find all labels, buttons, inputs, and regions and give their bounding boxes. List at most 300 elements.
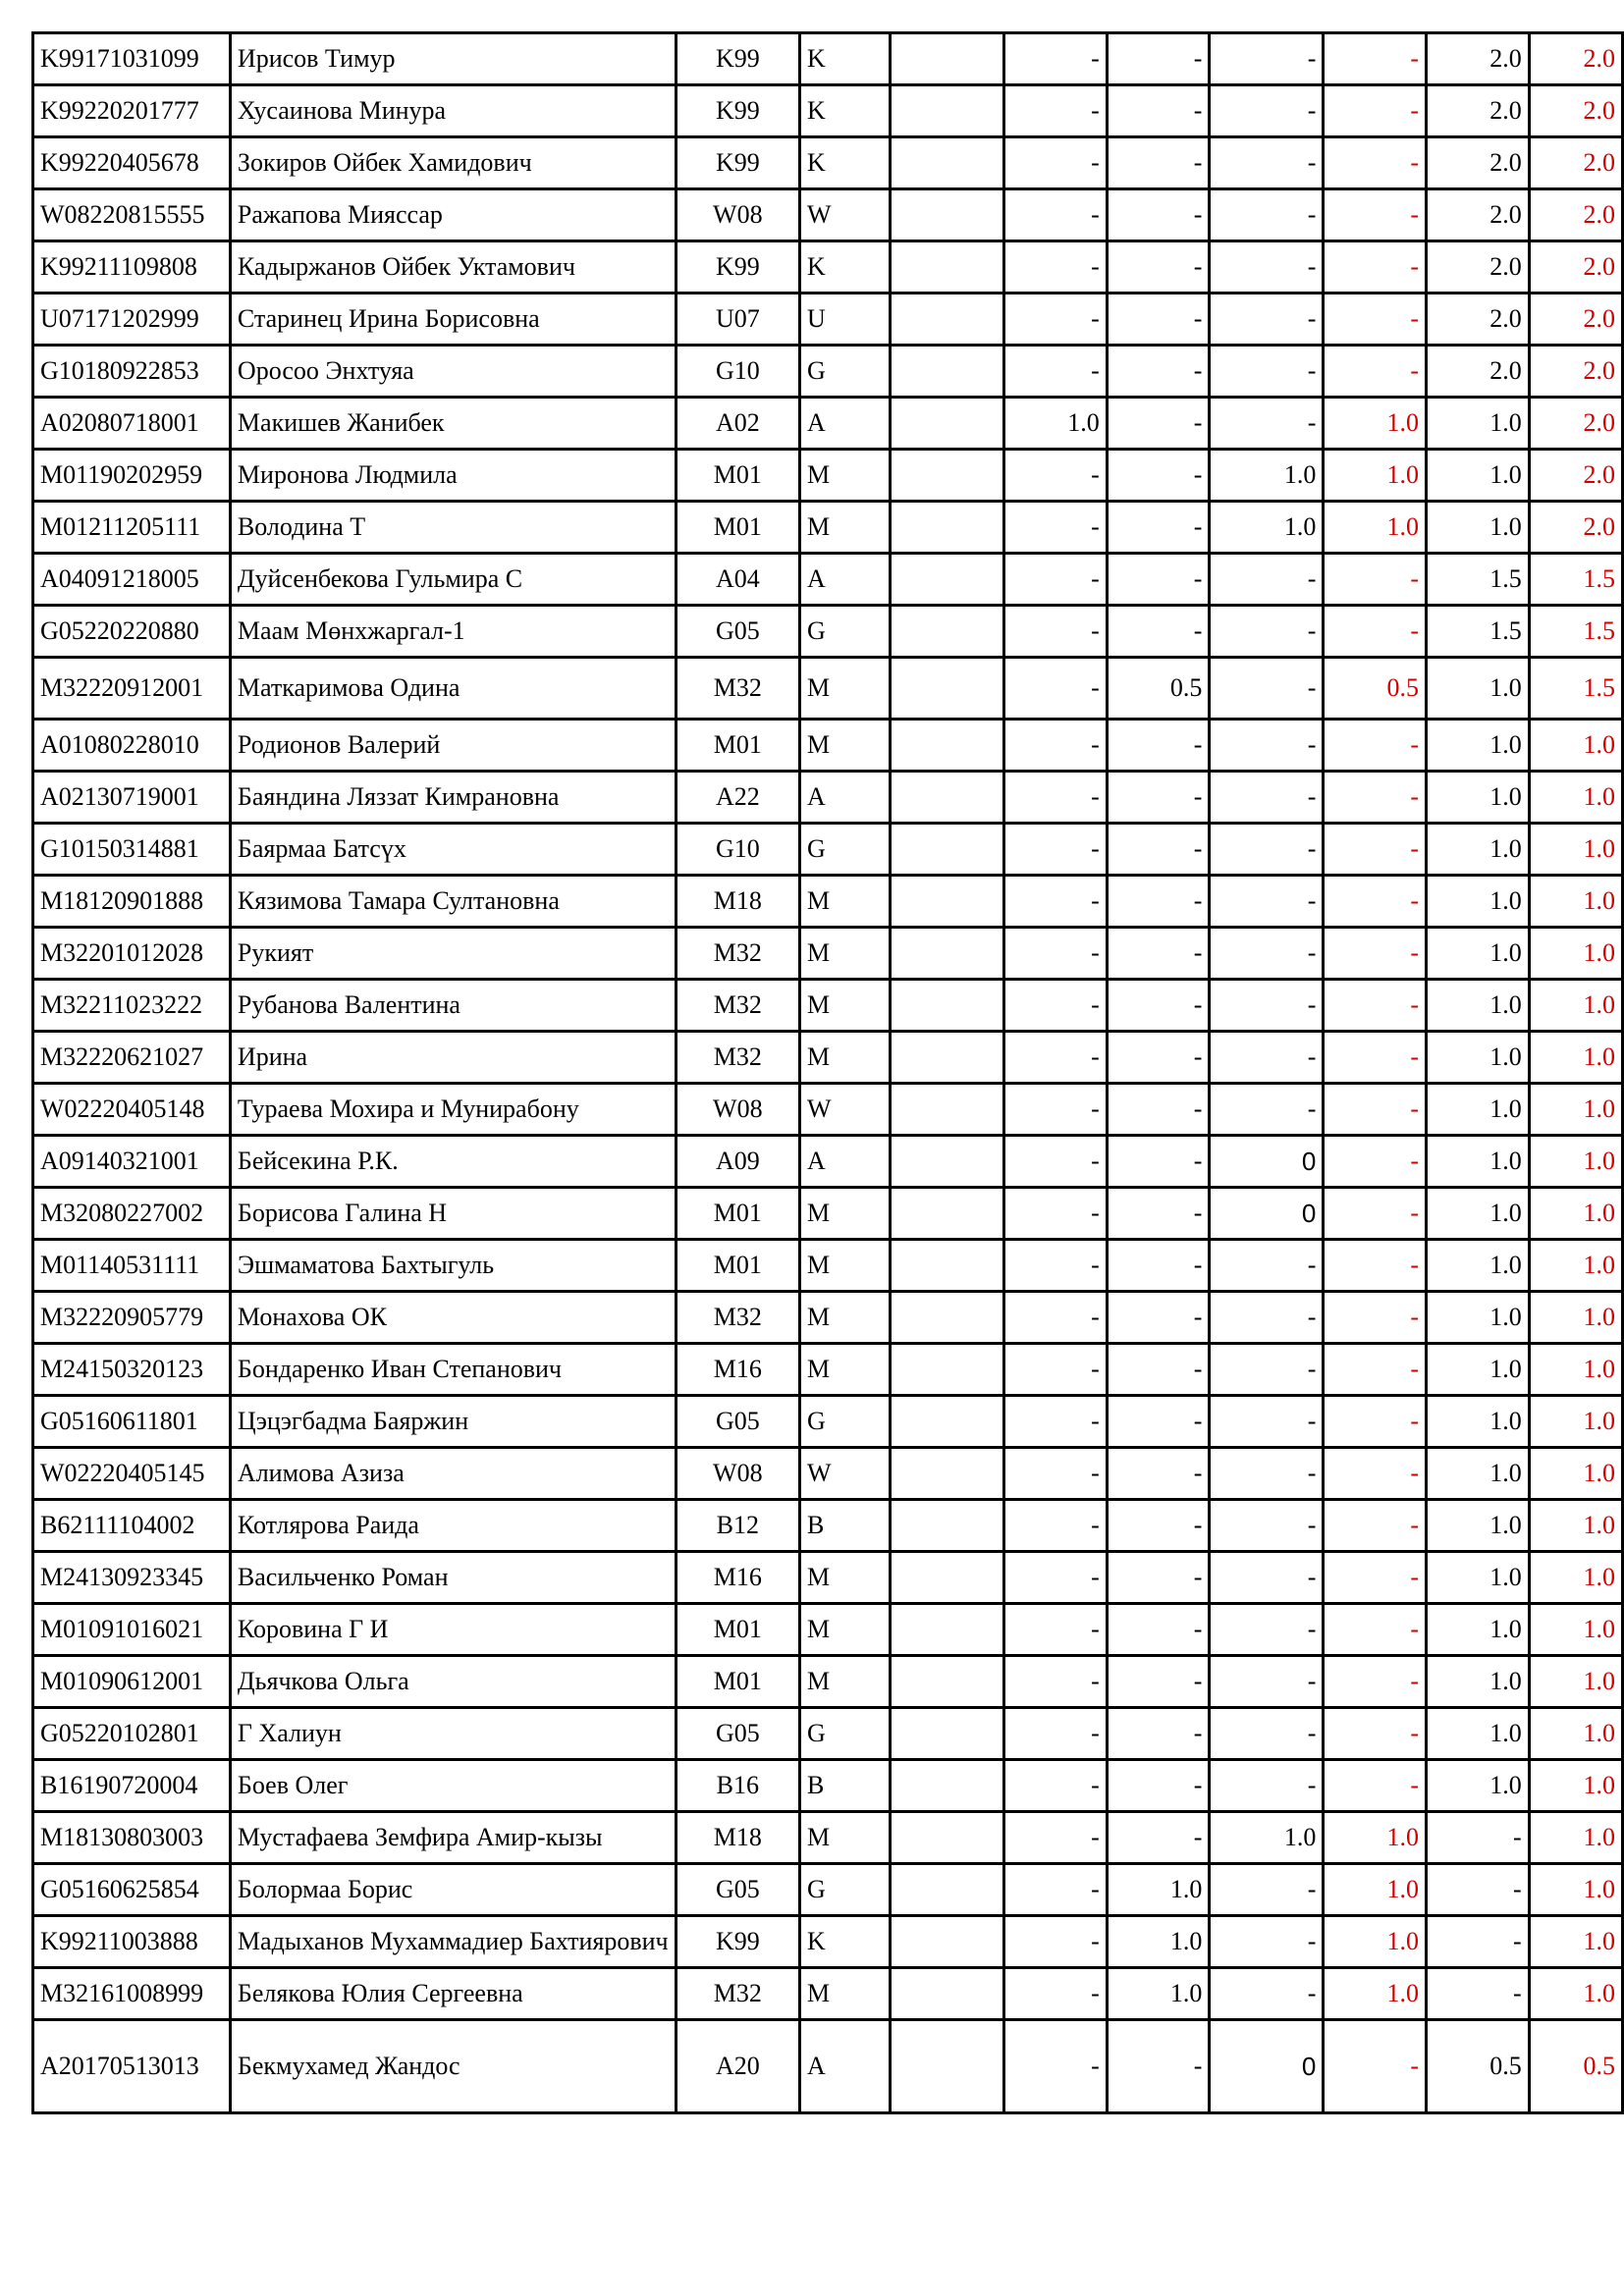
row-letter-cell: B	[800, 1760, 891, 1812]
table-row	[33, 980, 1623, 1032]
row-value2-cell: -	[1107, 1188, 1210, 1240]
table-row	[33, 1656, 1623, 1708]
table-row	[33, 1968, 1623, 2020]
row-letter-cell: M	[800, 1032, 891, 1084]
table-row	[33, 398, 1623, 450]
row-name-cell: Бондаренко Иван Степанович	[230, 1344, 676, 1396]
row-empty-cell	[890, 980, 1003, 1032]
row-empty-cell	[890, 1968, 1003, 2020]
row-subtotal-cell: -	[1324, 1344, 1427, 1396]
row-code-cell: K99	[676, 85, 799, 137]
row-value3-cell: -	[1210, 241, 1324, 294]
row-empty-cell	[890, 876, 1003, 928]
row-value2-cell: -	[1107, 189, 1210, 241]
row-id-cell: M24130923345	[33, 1552, 231, 1604]
row-value1-cell: -	[1004, 502, 1108, 554]
row-code-cell: M32	[676, 1968, 799, 2020]
row-letter-cell: B	[800, 1500, 891, 1552]
row-value1-cell: -	[1004, 554, 1108, 606]
row-value2-cell: -	[1107, 346, 1210, 398]
row-value2-cell: -	[1107, 137, 1210, 189]
row-code-cell: K99	[676, 137, 799, 189]
row-value5-cell: 1.0	[1427, 502, 1530, 554]
row-value1-cell: -	[1004, 1864, 1108, 1916]
row-total-cell: 1.0	[1529, 1396, 1622, 1448]
table-row	[33, 1604, 1623, 1656]
row-code-cell: B16	[676, 1760, 799, 1812]
row-total-cell: 1.0	[1529, 928, 1622, 980]
row-id-cell: M01190202959	[33, 450, 231, 502]
row-name-cell: Ирисов Тимур	[230, 33, 676, 85]
row-code-cell: K99	[676, 1916, 799, 1968]
row-value1-cell: -	[1004, 1292, 1108, 1344]
row-code-cell: A22	[676, 772, 799, 824]
row-empty-cell	[890, 1344, 1003, 1396]
row-total-cell: 1.0	[1529, 876, 1622, 928]
row-value3-cell: -	[1210, 189, 1324, 241]
row-letter-cell: A	[800, 2020, 891, 2113]
row-id-cell: A02080718001	[33, 398, 231, 450]
row-total-cell: 1.0	[1529, 1500, 1622, 1552]
row-total-cell: 1.0	[1529, 980, 1622, 1032]
table-row	[33, 1916, 1623, 1968]
row-subtotal-cell: 1.0	[1324, 1916, 1427, 1968]
row-letter-cell: A	[800, 398, 891, 450]
row-id-cell: G05160625854	[33, 1864, 231, 1916]
row-subtotal-cell: -	[1324, 1188, 1427, 1240]
row-subtotal-cell: -	[1324, 241, 1427, 294]
row-value5-cell: 2.0	[1427, 294, 1530, 346]
row-value5-cell: -	[1427, 1916, 1530, 1968]
row-id-cell: M32161008999	[33, 1968, 231, 2020]
row-letter-cell: M	[800, 876, 891, 928]
row-value3-cell: 1.0	[1210, 450, 1324, 502]
row-value5-cell: 1.0	[1427, 1240, 1530, 1292]
row-code-cell: G10	[676, 824, 799, 876]
row-name-cell: Бекмухамед Жандос	[230, 2020, 676, 2113]
row-value1-cell: -	[1004, 1760, 1108, 1812]
row-value5-cell: 1.0	[1427, 772, 1530, 824]
row-value1-cell: -	[1004, 2020, 1108, 2113]
row-code-cell: A02	[676, 398, 799, 450]
row-value3-cell: -	[1210, 772, 1324, 824]
row-value2-cell: -	[1107, 1812, 1210, 1864]
row-code-cell: M01	[676, 1656, 799, 1708]
row-value2-cell: -	[1107, 1656, 1210, 1708]
row-letter-cell: U	[800, 294, 891, 346]
table-row	[33, 1344, 1623, 1396]
row-empty-cell	[890, 450, 1003, 502]
row-value3-cell: -	[1210, 876, 1324, 928]
row-empty-cell	[890, 1656, 1003, 1708]
row-value5-cell: 1.0	[1427, 658, 1530, 720]
row-letter-cell: M	[800, 1344, 891, 1396]
row-total-cell: 1.0	[1529, 1240, 1622, 1292]
row-letter-cell: M	[800, 980, 891, 1032]
row-subtotal-cell: -	[1324, 294, 1427, 346]
row-value5-cell: -	[1427, 1968, 1530, 2020]
row-code-cell: A20	[676, 2020, 799, 2113]
row-value3-cell: -	[1210, 1708, 1324, 1760]
row-letter-cell: M	[800, 502, 891, 554]
row-value2-cell: -	[1107, 1552, 1210, 1604]
row-value3-cell: -	[1210, 1968, 1324, 2020]
row-letter-cell: A	[800, 772, 891, 824]
row-code-cell: G05	[676, 1864, 799, 1916]
row-empty-cell	[890, 606, 1003, 658]
row-subtotal-cell: -	[1324, 720, 1427, 772]
row-value1-cell: -	[1004, 928, 1108, 980]
row-name-cell: Маам Мөнхжаргал-1	[230, 606, 676, 658]
row-subtotal-cell: -	[1324, 1292, 1427, 1344]
row-subtotal-cell: -	[1324, 346, 1427, 398]
row-value1-cell: -	[1004, 606, 1108, 658]
row-id-cell: A04091218005	[33, 554, 231, 606]
row-subtotal-cell: -	[1324, 1396, 1427, 1448]
row-name-cell: Кадыржанов Ойбек Уктамович	[230, 241, 676, 294]
row-empty-cell	[890, 189, 1003, 241]
row-value5-cell: 2.0	[1427, 85, 1530, 137]
row-total-cell: 1.0	[1529, 1760, 1622, 1812]
row-empty-cell	[890, 502, 1003, 554]
row-value2-cell: -	[1107, 1136, 1210, 1188]
table-row	[33, 502, 1623, 554]
row-empty-cell	[890, 772, 1003, 824]
table-row	[33, 1240, 1623, 1292]
row-code-cell: M18	[676, 1812, 799, 1864]
row-value2-cell: -	[1107, 928, 1210, 980]
row-value5-cell: 1.0	[1427, 1032, 1530, 1084]
row-total-cell: 1.0	[1529, 1812, 1622, 1864]
row-letter-cell: M	[800, 1188, 891, 1240]
row-value3-cell: -	[1210, 1344, 1324, 1396]
row-name-cell: Тураева Мохира и Мунирабону	[230, 1084, 676, 1136]
row-empty-cell	[890, 137, 1003, 189]
row-empty-cell	[890, 33, 1003, 85]
row-value5-cell: 1.0	[1427, 1552, 1530, 1604]
row-code-cell: U07	[676, 294, 799, 346]
row-code-cell: K99	[676, 241, 799, 294]
row-empty-cell	[890, 1240, 1003, 1292]
row-value1-cell: -	[1004, 1812, 1108, 1864]
row-total-cell: 2.0	[1529, 398, 1622, 450]
row-name-cell: Баярмаа Батсүх	[230, 824, 676, 876]
table-row	[33, 294, 1623, 346]
row-value5-cell: 1.0	[1427, 720, 1530, 772]
row-empty-cell	[890, 720, 1003, 772]
row-total-cell: 1.0	[1529, 1968, 1622, 2020]
row-subtotal-cell: -	[1324, 137, 1427, 189]
row-id-cell: M24150320123	[33, 1344, 231, 1396]
row-letter-cell: M	[800, 1604, 891, 1656]
row-total-cell: 1.5	[1529, 554, 1622, 606]
table-row	[33, 928, 1623, 980]
row-id-cell: G10180922853	[33, 346, 231, 398]
row-code-cell: M32	[676, 658, 799, 720]
row-subtotal-cell: 1.0	[1324, 450, 1427, 502]
row-total-cell: 2.0	[1529, 189, 1622, 241]
row-value3-cell: -	[1210, 1448, 1324, 1500]
row-total-cell: 1.0	[1529, 1188, 1622, 1240]
row-id-cell: G05220220880	[33, 606, 231, 658]
row-letter-cell: K	[800, 33, 891, 85]
row-total-cell: 0.5	[1529, 2020, 1622, 2113]
table-row	[33, 772, 1623, 824]
row-name-cell: Рукият	[230, 928, 676, 980]
row-empty-cell	[890, 1760, 1003, 1812]
row-value1-cell: -	[1004, 1032, 1108, 1084]
results-table	[31, 31, 1624, 2114]
row-total-cell: 1.0	[1529, 1084, 1622, 1136]
row-value3-cell: -	[1210, 1396, 1324, 1448]
row-subtotal-cell: -	[1324, 189, 1427, 241]
row-value5-cell: 1.0	[1427, 450, 1530, 502]
row-name-cell: Г Халиун	[230, 1708, 676, 1760]
row-value3-cell: -	[1210, 398, 1324, 450]
row-value1-cell: -	[1004, 85, 1108, 137]
row-id-cell: K99211003888	[33, 1916, 231, 1968]
row-value5-cell: 1.0	[1427, 1708, 1530, 1760]
row-code-cell: G10	[676, 346, 799, 398]
table-row	[33, 658, 1623, 720]
row-letter-cell: W	[800, 1084, 891, 1136]
row-value2-cell: -	[1107, 398, 1210, 450]
row-value2-cell: -	[1107, 1448, 1210, 1500]
row-value2-cell: -	[1107, 1344, 1210, 1396]
row-value1-cell: -	[1004, 824, 1108, 876]
row-value5-cell: 1.0	[1427, 980, 1530, 1032]
row-name-cell: Макишев Жанибек	[230, 398, 676, 450]
row-value5-cell: 1.0	[1427, 1604, 1530, 1656]
row-subtotal-cell: -	[1324, 33, 1427, 85]
row-code-cell: K99	[676, 33, 799, 85]
row-empty-cell	[890, 85, 1003, 137]
table-row	[33, 876, 1623, 928]
row-value2-cell: -	[1107, 772, 1210, 824]
row-id-cell: K99171031099	[33, 33, 231, 85]
row-value3-cell: -	[1210, 1292, 1324, 1344]
row-value1-cell: -	[1004, 658, 1108, 720]
row-value3-cell: -	[1210, 720, 1324, 772]
table-row	[33, 1396, 1623, 1448]
row-id-cell: M01140531111	[33, 1240, 231, 1292]
row-id-cell: M01091016021	[33, 1604, 231, 1656]
row-value3-cell: -	[1210, 824, 1324, 876]
row-empty-cell	[890, 1708, 1003, 1760]
row-name-cell: Миронова Людмила	[230, 450, 676, 502]
row-name-cell: Монахова ОК	[230, 1292, 676, 1344]
row-value1-cell: -	[1004, 1084, 1108, 1136]
row-empty-cell	[890, 928, 1003, 980]
row-value3-cell: -	[1210, 294, 1324, 346]
row-value3-cell: -	[1210, 85, 1324, 137]
row-value5-cell: 1.0	[1427, 1448, 1530, 1500]
row-name-cell: Володина Т	[230, 502, 676, 554]
row-empty-cell	[890, 1812, 1003, 1864]
row-value3-cell: -	[1210, 606, 1324, 658]
table-row	[33, 85, 1623, 137]
row-code-cell: W08	[676, 189, 799, 241]
row-id-cell: U07171202999	[33, 294, 231, 346]
row-total-cell: 2.0	[1529, 346, 1622, 398]
row-subtotal-cell: -	[1324, 1448, 1427, 1500]
row-value2-cell: -	[1107, 1084, 1210, 1136]
row-id-cell: M32220912001	[33, 658, 231, 720]
row-id-cell: W02220405145	[33, 1448, 231, 1500]
row-value2-cell: -	[1107, 720, 1210, 772]
row-subtotal-cell: 0.5	[1324, 658, 1427, 720]
row-subtotal-cell: -	[1324, 606, 1427, 658]
row-name-cell: Зокиров Ойбек Хамидович	[230, 137, 676, 189]
row-letter-cell: M	[800, 928, 891, 980]
row-value2-cell: -	[1107, 1292, 1210, 1344]
row-value3-cell: -	[1210, 1604, 1324, 1656]
row-value2-cell: -	[1107, 2020, 1210, 2113]
row-value2-cell: -	[1107, 1032, 1210, 1084]
row-value5-cell: 1.0	[1427, 824, 1530, 876]
row-value3-cell: -	[1210, 1240, 1324, 1292]
row-value1-cell: -	[1004, 1552, 1108, 1604]
table-row	[33, 1500, 1623, 1552]
row-subtotal-cell: -	[1324, 554, 1427, 606]
row-empty-cell	[890, 1916, 1003, 1968]
row-letter-cell: K	[800, 85, 891, 137]
row-name-cell: Эшмаматова Бахтыгуль	[230, 1240, 676, 1292]
row-value3-cell: -	[1210, 554, 1324, 606]
row-value3-cell: -	[1210, 1656, 1324, 1708]
table-row	[33, 346, 1623, 398]
row-name-cell: Бейсекина Р.К.	[230, 1136, 676, 1188]
row-value3-cell: -	[1210, 346, 1324, 398]
row-value3-cell: -	[1210, 1032, 1324, 1084]
row-value1-cell: -	[1004, 1188, 1108, 1240]
row-id-cell: K99220405678	[33, 137, 231, 189]
row-value3-cell: 1.0	[1210, 1812, 1324, 1864]
table-row	[33, 606, 1623, 658]
row-total-cell: 1.5	[1529, 658, 1622, 720]
row-total-cell: 1.0	[1529, 1032, 1622, 1084]
row-name-cell: Старинец Ирина Борисовна	[230, 294, 676, 346]
table-row	[33, 720, 1623, 772]
row-value5-cell: -	[1427, 1812, 1530, 1864]
table-row	[33, 450, 1623, 502]
table-row	[33, 824, 1623, 876]
row-empty-cell	[890, 1292, 1003, 1344]
row-code-cell: A04	[676, 554, 799, 606]
row-value1-cell: -	[1004, 1448, 1108, 1500]
table-row	[33, 1760, 1623, 1812]
row-empty-cell	[890, 398, 1003, 450]
row-subtotal-cell: 1.0	[1324, 1968, 1427, 2020]
row-value3-cell: -	[1210, 1552, 1324, 1604]
table-row	[33, 1552, 1623, 1604]
table-row	[33, 1448, 1623, 1500]
row-value2-cell: -	[1107, 554, 1210, 606]
row-total-cell: 2.0	[1529, 450, 1622, 502]
row-name-cell: Кязимова Тамара Султановна	[230, 876, 676, 928]
row-letter-cell: M	[800, 1656, 891, 1708]
row-id-cell: A01080228010	[33, 720, 231, 772]
row-letter-cell: W	[800, 1448, 891, 1500]
row-id-cell: M18120901888	[33, 876, 231, 928]
row-value3-cell: -	[1210, 1500, 1324, 1552]
row-code-cell: W08	[676, 1084, 799, 1136]
row-empty-cell	[890, 346, 1003, 398]
row-letter-cell: M	[800, 720, 891, 772]
row-value2-cell: -	[1107, 1240, 1210, 1292]
row-name-cell: Родионов Валерий	[230, 720, 676, 772]
table-row	[33, 137, 1623, 189]
row-empty-cell	[890, 1032, 1003, 1084]
row-name-cell: Мадыханов Мухаммадиер Бахтиярович	[230, 1916, 676, 1968]
row-subtotal-cell: -	[1324, 980, 1427, 1032]
row-id-cell: G10150314881	[33, 824, 231, 876]
table-row	[33, 554, 1623, 606]
row-name-cell: Маткаримова Одина	[230, 658, 676, 720]
row-value2-cell: -	[1107, 241, 1210, 294]
row-letter-cell: G	[800, 346, 891, 398]
row-letter-cell: G	[800, 606, 891, 658]
row-id-cell: M32201012028	[33, 928, 231, 980]
row-letter-cell: G	[800, 1864, 891, 1916]
row-value1-cell: -	[1004, 980, 1108, 1032]
row-code-cell: M18	[676, 876, 799, 928]
row-value2-cell: 1.0	[1107, 1864, 1210, 1916]
row-value5-cell: 1.5	[1427, 554, 1530, 606]
row-code-cell: M01	[676, 502, 799, 554]
row-id-cell: W08220815555	[33, 189, 231, 241]
row-code-cell: B12	[676, 1500, 799, 1552]
row-empty-cell	[890, 658, 1003, 720]
row-letter-cell: M	[800, 1968, 891, 2020]
row-value2-cell: -	[1107, 1500, 1210, 1552]
row-code-cell: W08	[676, 1448, 799, 1500]
row-value2-cell: -	[1107, 1708, 1210, 1760]
row-subtotal-cell: -	[1324, 1604, 1427, 1656]
row-code-cell: G05	[676, 1708, 799, 1760]
row-total-cell: 1.0	[1529, 1864, 1622, 1916]
row-value3-cell: -	[1210, 928, 1324, 980]
table-row	[33, 1864, 1623, 1916]
row-empty-cell	[890, 1448, 1003, 1500]
table-row	[33, 33, 1623, 85]
row-value5-cell: 2.0	[1427, 346, 1530, 398]
row-total-cell: 1.0	[1529, 1136, 1622, 1188]
table-row	[33, 1812, 1623, 1864]
row-letter-cell: M	[800, 1292, 891, 1344]
row-name-cell: Алимова Азиза	[230, 1448, 676, 1500]
row-value1-cell: -	[1004, 1396, 1108, 1448]
row-subtotal-cell: -	[1324, 772, 1427, 824]
row-value1-cell: -	[1004, 1136, 1108, 1188]
table-row	[33, 1084, 1623, 1136]
row-empty-cell	[890, 294, 1003, 346]
row-id-cell: M32211023222	[33, 980, 231, 1032]
row-id-cell: M01090612001	[33, 1656, 231, 1708]
row-subtotal-cell: -	[1324, 1708, 1427, 1760]
row-subtotal-cell: -	[1324, 1240, 1427, 1292]
row-id-cell: B16190720004	[33, 1760, 231, 1812]
row-total-cell: 2.0	[1529, 33, 1622, 85]
row-value3-cell: -	[1210, 980, 1324, 1032]
row-value1-cell: -	[1004, 876, 1108, 928]
row-value2-cell: -	[1107, 1760, 1210, 1812]
row-subtotal-cell: -	[1324, 2020, 1427, 2113]
row-code-cell: M01	[676, 450, 799, 502]
row-value2-cell: -	[1107, 876, 1210, 928]
row-subtotal-cell: -	[1324, 1552, 1427, 1604]
row-value5-cell: 1.0	[1427, 1656, 1530, 1708]
